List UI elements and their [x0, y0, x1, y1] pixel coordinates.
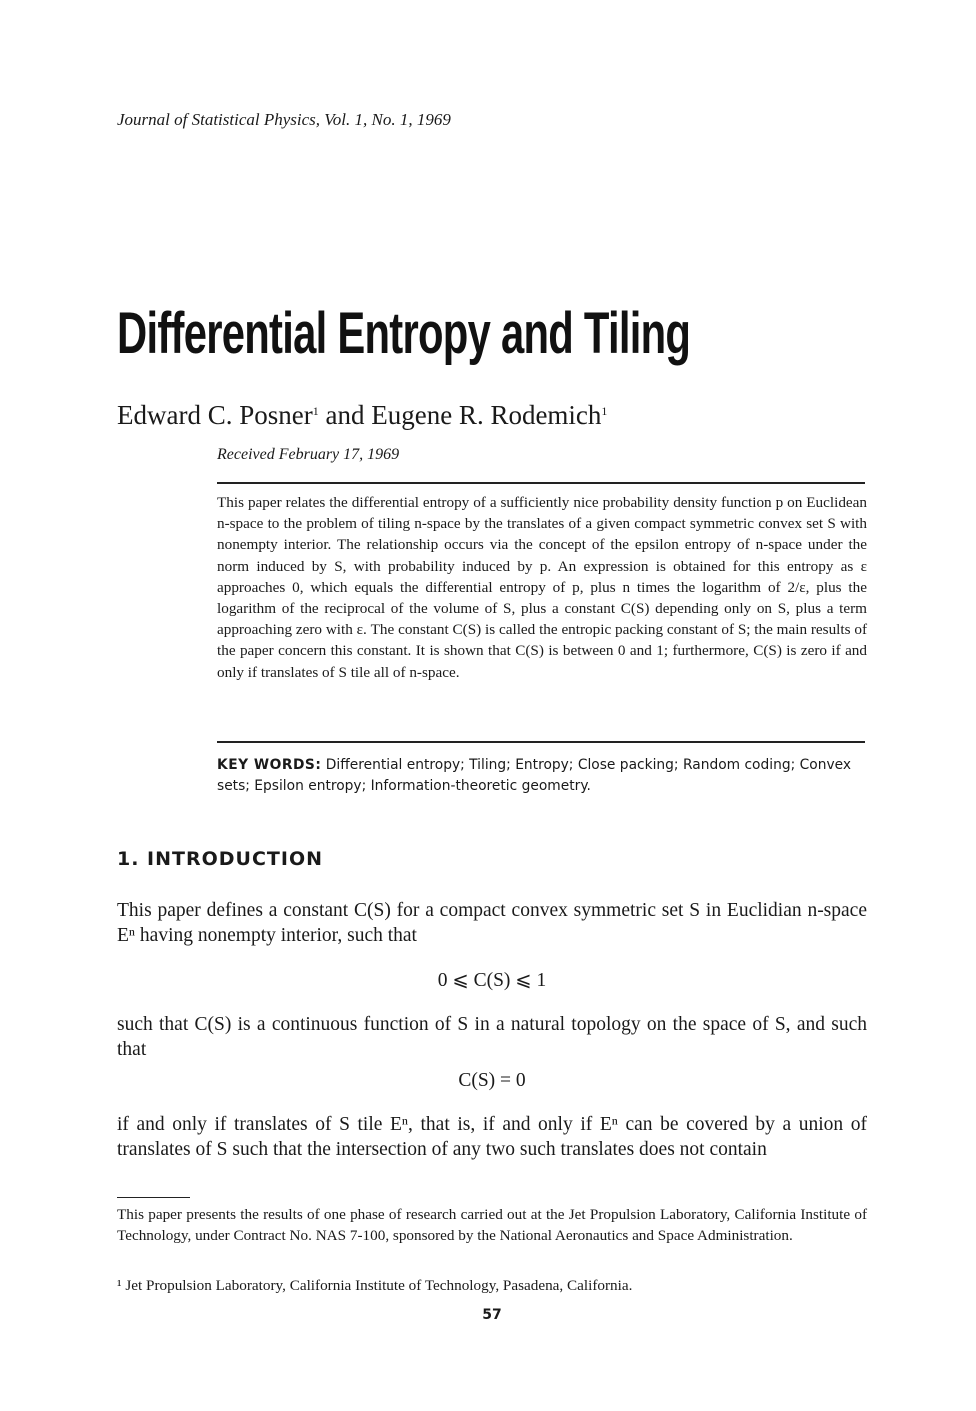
page-number: 57 — [482, 1307, 502, 1323]
footnote-rule — [117, 1197, 190, 1198]
author-connector: and — [318, 400, 372, 430]
keywords-label: KEY WORDS: — [217, 757, 322, 773]
keywords — [217, 755, 867, 797]
author-2: Eugene R. Rodemich — [371, 400, 602, 430]
author-1-affiliation-mark: 1 — [312, 404, 319, 418]
intro-paragraph-1: This paper defines a constant C(S) for a compact convex symmetric set S in Euclidian n-space Eⁿ having nonempty interior, such that — [117, 900, 867, 946]
abstract-bottom-rule — [217, 741, 865, 743]
equation-zero: C(S) = 0 — [458, 1070, 526, 1091]
author-2-affiliation-mark: 1 — [601, 404, 608, 418]
footnote-funding: This paper presents the results of one phase of research carried out at the Jet Propulsion Laboratory, California Institute of Technology, under Contract No. NAS 7-100, sponsored by the National Aeronautics and Space Administration. — [117, 1206, 867, 1244]
received-date: Received February 17, 1969 — [217, 446, 400, 463]
intro-paragraph-2: such that C(S) is a continuous function of S in a natural topology on the space of S, and such that — [117, 1014, 867, 1060]
abstract: This paper relates the differential entropy of a sufficiently nice probability density function p on Euclidean n-space to the problem of tiling n-space by the translates of a given compact symmetric convex set S with nonempty interior. The relationship occurs via the concept of the epsilon entropy of n-space under the norm induced by S, with probability induced by p. An expression is obtained for this entropy as ε approaches 0, which equals the differential entropy of p, plus n times the logarithm of 2/ε, plus the logarithm of the reciprocal of the volume of S, plus a constant C(S) depending only on S, plus a term approaching zero with ε. The constant C(S) is called the entropic packing constant of S; the main results of the paper concern this constant. It is shown that C(S) is between 0 and 1; furthermore, C(S) is zero if and only if translates of S tile all of n-space. — [217, 494, 867, 681]
section-heading: 1. INTRODUCTION — [117, 848, 323, 870]
footnote-affiliation: ¹ Jet Propulsion Laboratory, California Institute of Technology, Pasadena, California. — [117, 1277, 633, 1294]
author-line — [117, 400, 607, 431]
author-1: Edward C. Posner — [117, 400, 313, 430]
keywords-text: Differential entropy; Tiling; Entropy; Close packing; Random coding; Convex sets; Epsilon entropy; Information-theoretic geometry. — [217, 757, 852, 794]
abstract-top-rule — [217, 482, 865, 484]
intro-paragraph-3: if and only if translates of S tile Eⁿ, that is, if and only if Eⁿ can be covered by a union of translates of S such that the intersection of any two such translates does not contain — [117, 1114, 867, 1160]
journal-citation: Journal of Statistical Physics, Vol. 1, No. 1, 1969 — [117, 110, 451, 129]
equation-inequality: 0 ⩽ C(S) ⩽ 1 — [437, 970, 547, 991]
paper-title: Differential Entropy and Tiling — [117, 301, 691, 366]
